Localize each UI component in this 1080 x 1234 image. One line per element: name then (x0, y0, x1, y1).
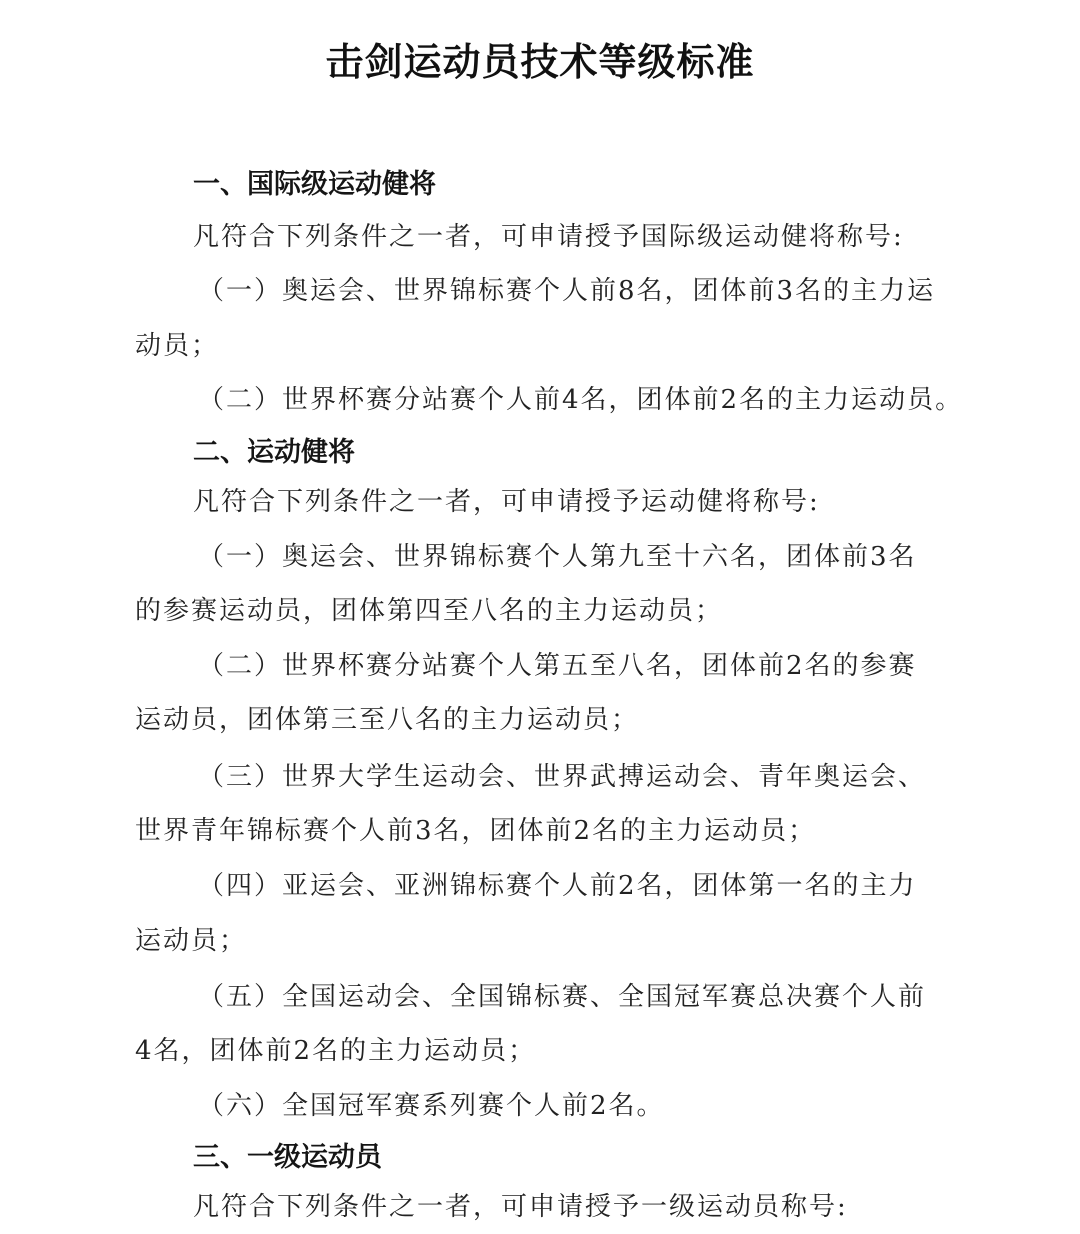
list-item-line-continued: 动员； (135, 331, 220, 361)
section-intro-2: 凡符合下列条件之一者，可申请授予运动健将称号: (193, 487, 820, 517)
section-heading-1: 一、国际级运动健将 (193, 169, 436, 200)
list-item-line: （六）全国冠军赛系列赛个人前2名。 (198, 1091, 665, 1121)
section-heading-2: 二、运动健将 (193, 437, 355, 468)
list-item-line-continued: 4名，团体前2名的主力运动员； (135, 1036, 537, 1066)
list-item-line: （四）亚运会、亚洲锦标赛个人前2名，团体第一名的主力 (198, 871, 917, 901)
section-intro-1: 凡符合下列条件之一者，可申请授予国际级运动健将称号: (193, 222, 904, 252)
list-item-line-continued: 运动员，团体第三至八名的主力运动员； (135, 705, 640, 735)
list-item-line-continued: 运动员； (135, 926, 248, 956)
list-item-line: （二）世界杯赛分站赛个人前4名，团体前2名的主力运动员。 (198, 385, 964, 415)
list-item-line: （二）世界杯赛分站赛个人第五至八名，团体前2名的参赛 (198, 651, 917, 681)
list-item-line: （一）奥运会、世界锦标赛个人第九至十六名，团体前3名 (198, 542, 917, 572)
list-item-line-continued: 世界青年锦标赛个人前3名，团体前2名的主力运动员； (135, 816, 817, 846)
list-item-line: （三）世界大学生运动会、世界武搏运动会、青年奥运会、 (198, 762, 927, 792)
list-item-line: （一）奥运会、世界锦标赛个人前8名，团体前3名的主力运 (198, 276, 936, 306)
section-intro-3: 凡符合下列条件之一者，可申请授予一级运动员称号: (193, 1192, 848, 1222)
document-title: 击剑运动员技术等级标准 (325, 40, 755, 84)
section-heading-3: 三、一级运动员 (193, 1142, 382, 1173)
list-item-line-continued: 的参赛运动员，团体第四至八名的主力运动员； (135, 596, 724, 626)
list-item-line: （五）全国运动会、全国锦标赛、全国冠军赛总决赛个人前 (198, 982, 927, 1012)
